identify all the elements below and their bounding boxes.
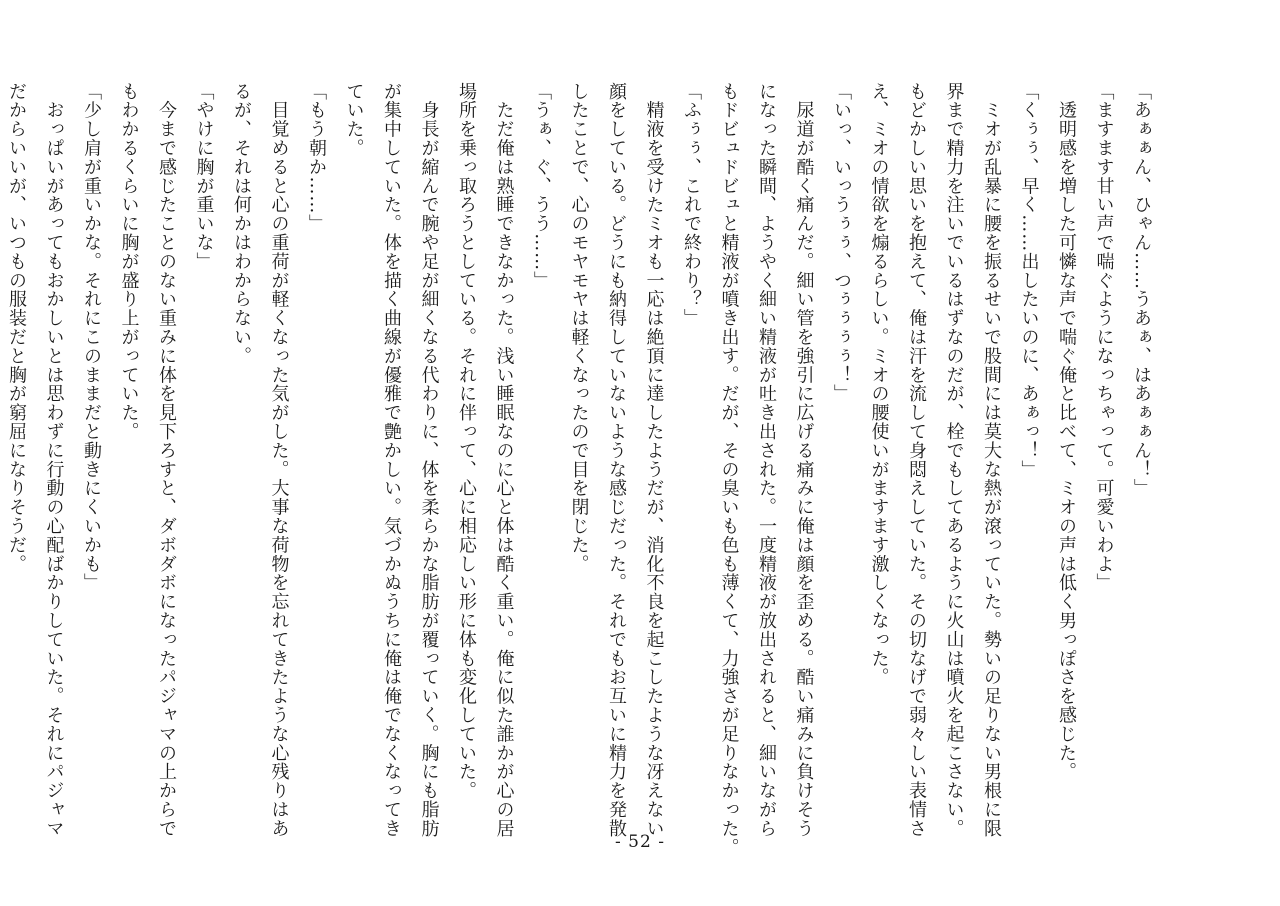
- text-line: 「ますます甘い声で喘ぐようになっちゃって。可愛いわよ」: [1093, 82, 1115, 593]
- text-line: 「もう朝か……」: [306, 82, 327, 234]
- text-line: え、ミオの情欲を煽るらしい。ミオの腰使いがますます激しくなった。: [868, 82, 890, 687]
- text-line: 精液を受けたミオも一応は絶頂に達したようだが、消化不良を起こしたような冴えない: [643, 82, 665, 838]
- text-line: ていた。: [343, 82, 365, 158]
- text-line: るが、それは何かはわからない。: [231, 82, 252, 366]
- text-line: 尿道が酷く痛んだ。細い管を強引に広げる痛みに俺は顔を歪める。酷い痛みに負けそう: [793, 82, 815, 838]
- text-line: もわかるくらいに胸が盛り上がっていた。: [118, 82, 140, 442]
- text-line: 界まで精力を注いでいるはずなのだが、栓でもしてあるように火山は噴火を起こさない。: [943, 82, 965, 838]
- text-line: だからいいが、いつもの服装だと胸が窮屈になりそうだ。: [6, 82, 27, 574]
- page-number: - 52 -: [615, 832, 665, 852]
- text-line: 顔をしている。どうにも納得していないような感じだった。それでもお互いに精力を発散: [606, 82, 627, 838]
- text-line: 「ふぅぅ、これで終わり？」: [681, 82, 702, 328]
- text-line: 「少し肩が重いかな。それにこのままだと動きにくいかも」: [81, 82, 102, 593]
- text-line: ただ俺は熟睡できなかった。浅い睡眠なのに心と体は酷く重い。俺に似た誰かが心の居: [493, 82, 515, 838]
- text-line: 目覚めると心の重荷が軽くなった気がした。大事な荷物を忘れてきたような心残りはあ: [268, 82, 290, 838]
- text-line: 「あぁぁん、ひゃん……うあぁ、はあぁぁん！」: [1131, 82, 1152, 498]
- text-line: おっぱいがあってもおかしいとは思わずに行動の心配ばかりしていた。それにパジャマ: [43, 82, 65, 838]
- text-line: ミオが乱暴に腰を振るせいで股間には莫大な熱が滾っていた。勢いの足りない男根に限: [981, 82, 1002, 838]
- text-line: 身長が縮んで腕や足が細くなる代わりに、体を柔らかな脂肪が覆っていく。胸にも脂肪: [418, 82, 440, 838]
- text-line: 「くぅぅ、早く……出したいのに、あぁっ！」: [1018, 82, 1040, 479]
- text-line: 透明感を増した可憐な声で喘ぐ俺と比べて、ミオの声は低く男っぽさを感じた。: [1056, 82, 1077, 782]
- text-line: 今まで感じたことのない重みに体を見下ろすと、ダボダボになったパジャマの上からで: [156, 82, 177, 838]
- text-line: したことで、心のモヤモヤは軽くなったので目を閉じた。: [568, 82, 590, 574]
- text-line: になった瞬間、ようやく細い精液が吐き出された。一度精液が放出されると、細いながら: [756, 82, 777, 838]
- text-line: が集中していた。体を描く曲線が優雅で艶かしい。気づかぬうちに俺は俺でなくなってき: [381, 82, 402, 838]
- text-line: もドビュドビュと精液が噴き出す。だが、その臭いも色も薄くて、力強さが足りなかった。: [718, 82, 740, 857]
- text-line: もどかしい思いを抱えて、俺は汗を流して身悶えしていた。その切なげで弱々しい表情さ: [906, 82, 927, 838]
- text-line: 「いっ、いっうぅぅ、つぅぅぅぅ！」: [831, 82, 852, 404]
- text-line: 「うぁ、ぐ、うう……」: [531, 82, 552, 290]
- text-line: 「やけに胸が重いな」: [193, 82, 215, 271]
- text-line: 場所を乗っ取ろうとしている。それに伴って、心に相応しい形に体も変化していた。: [456, 82, 477, 801]
